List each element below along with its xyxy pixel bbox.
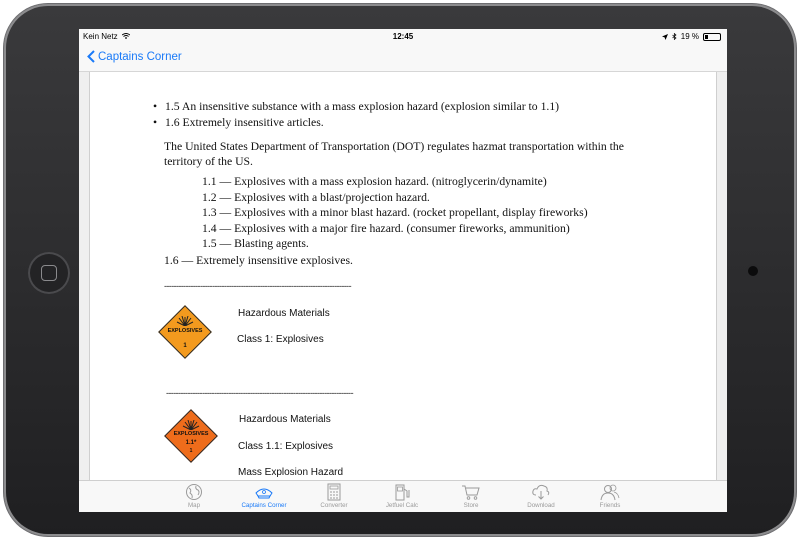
- tab-label: Map: [187, 502, 201, 509]
- section-extra: Mass Explosion Hazard: [238, 467, 344, 478]
- separator: ------------------------------------------------------------------------------: [164, 281, 351, 291]
- explosives-placard-1-1: [165, 410, 217, 462]
- tab-download[interactable]: [506, 483, 576, 509]
- tab-captains-corner[interactable]: [229, 483, 299, 509]
- cloud-download-icon: [531, 483, 551, 501]
- battery-icon: [703, 33, 721, 41]
- tab-label: Friends: [599, 502, 621, 509]
- navigation-bar: [79, 45, 727, 72]
- tab-converter[interactable]: [299, 483, 369, 509]
- dot-paragraph: The United States Department of Transportation (DOT) regulates hazmat transportation within the territory of the US.: [164, 140, 624, 168]
- location-arrow-icon: [662, 34, 668, 40]
- placard-number: 1.1*: [185, 440, 197, 446]
- section-title: Hazardous Materials: [238, 308, 330, 319]
- back-button[interactable]: [87, 50, 182, 63]
- explosives-placard-1: [159, 306, 211, 358]
- home-button[interactable]: [28, 252, 70, 294]
- section-title: Hazardous Materials: [239, 414, 331, 425]
- placard-sub-number: 1: [189, 448, 193, 454]
- captain-hat-icon: [254, 483, 274, 501]
- class-item: 1.1 — Explosives with a mass explosion hazard. (nitroglycerin/dynamite): [202, 175, 547, 188]
- tab-label: Converter: [320, 502, 348, 509]
- tab-map[interactable]: [159, 483, 229, 509]
- clock: 12:45: [392, 32, 414, 41]
- friends-icon: [600, 483, 620, 501]
- tab-jetfuel-calc[interactable]: [367, 483, 437, 509]
- bluetooth-icon: [672, 33, 677, 40]
- back-label: Captains Corner: [98, 50, 182, 63]
- class-item: 1.5 — Blasting agents.: [202, 237, 309, 250]
- carrier-label: Kein Netz: [83, 32, 130, 41]
- class-item: 1.2 — Explosives with a blast/projection hazard.: [202, 191, 430, 204]
- tab-label: Download: [527, 502, 555, 509]
- tab-bar: [79, 480, 727, 512]
- tab-label: Jetfuel Calc: [385, 502, 419, 509]
- screen: [79, 29, 727, 512]
- tab-label: Store: [463, 502, 479, 509]
- class-item: 1.4 — Explosives with a major fire hazard. (consumer fireworks, ammunition): [202, 222, 570, 235]
- class-item: 1.3 — Explosives with a minor blast hazard. (rocket propellant, display fireworks): [202, 206, 588, 219]
- bullet-item: • 1.6 Extremely insensitive articles.: [165, 116, 324, 129]
- cart-icon: [461, 483, 481, 501]
- placard-word: EXPLOSIVES: [167, 328, 203, 334]
- chevron-left-icon: [87, 50, 95, 63]
- placard-number: 1: [183, 343, 187, 349]
- bullet-item: • 1.5 An insensitive substance with a mass explosion hazard (explosion similar to 1.1): [165, 100, 559, 113]
- tab-store[interactable]: [436, 483, 506, 509]
- battery-percent: 19 %: [680, 32, 699, 41]
- tab-friends[interactable]: [575, 483, 645, 509]
- explosion-icon: [175, 316, 195, 326]
- separator: ------------------------------------------------------------------------------: [166, 388, 353, 398]
- tab-label: Captains Corner: [241, 502, 287, 509]
- explosion-icon: [181, 420, 201, 430]
- placard-word: EXPLOSIVES: [173, 431, 209, 437]
- globe-icon: [184, 483, 204, 501]
- document-viewer[interactable]: [79, 72, 727, 480]
- fuel-pump-icon: [392, 483, 412, 501]
- class-item-last: 1.6 — Extremely insensitive explosives.: [164, 254, 353, 267]
- status-bar: [79, 29, 727, 45]
- section-subtitle: Class 1: Explosives: [237, 334, 324, 345]
- document-page: [89, 72, 717, 480]
- calculator-icon: [324, 483, 344, 501]
- front-camera: [748, 266, 758, 276]
- section-subtitle: Class 1.1: Explosives: [238, 441, 334, 452]
